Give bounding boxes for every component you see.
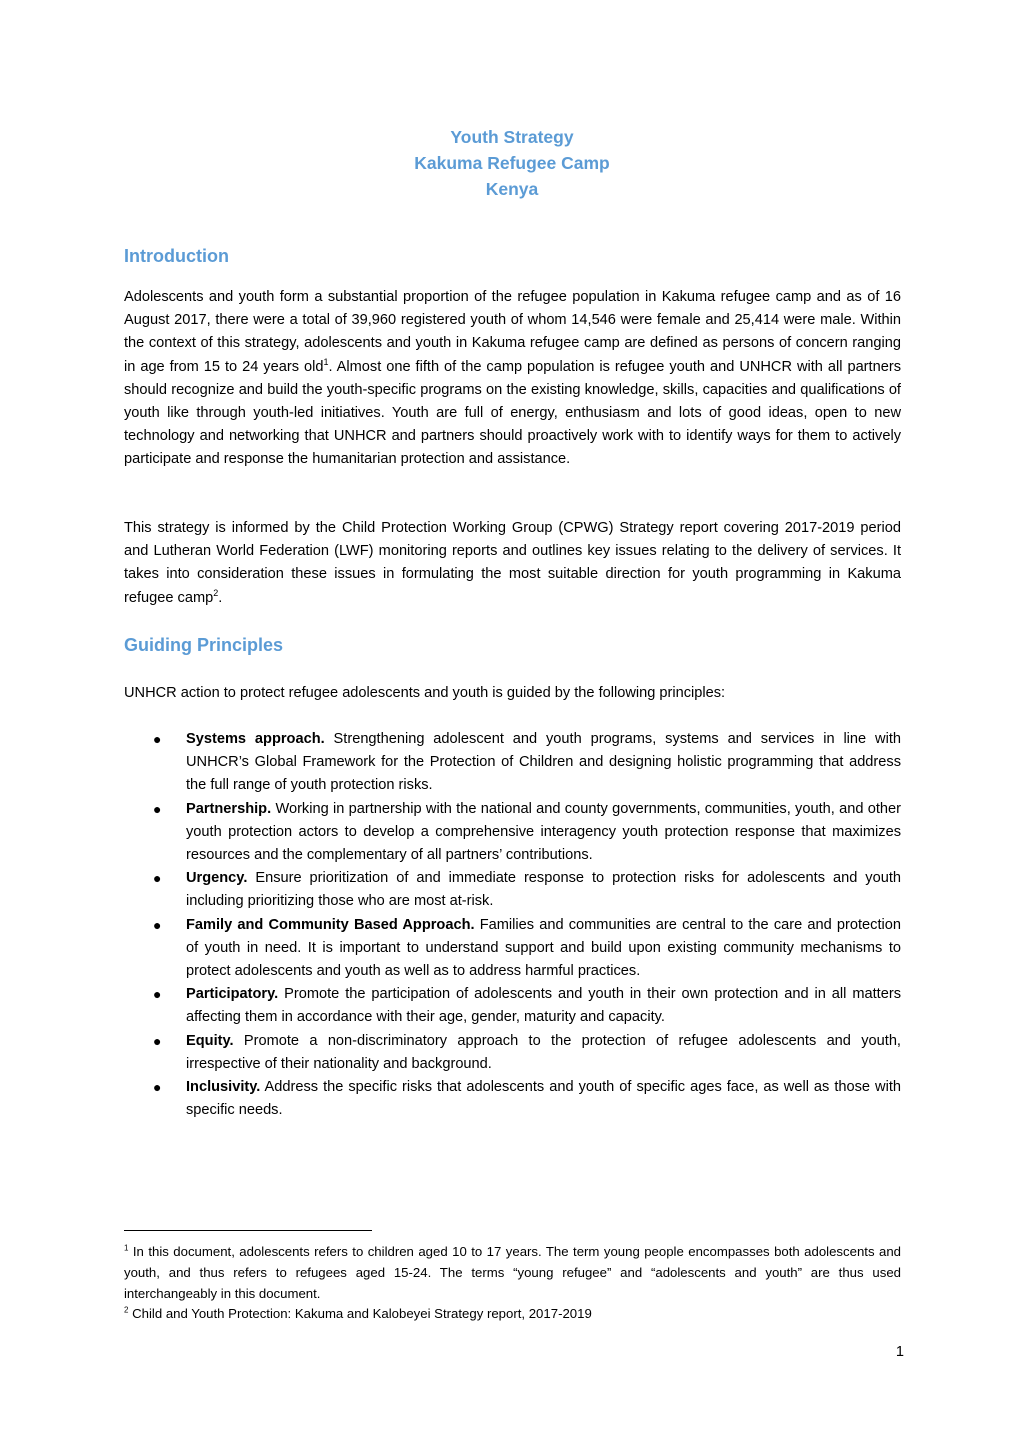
- title-line-1: Youth Strategy: [450, 127, 574, 147]
- introduction-paragraph-2: [124, 517, 901, 610]
- principle-text: Ensure prioritization of and immediate response to protection risks for adolescents and youth including prioritizing those who are most at-risk.: [186, 870, 901, 910]
- footnotes: [124, 1242, 901, 1325]
- principle-item-systems-approach: [124, 728, 901, 798]
- principle-item-participatory: [124, 983, 901, 1029]
- principle-item-urgency: [124, 867, 901, 913]
- title-line-2: Kakuma Refugee Camp: [414, 153, 610, 173]
- footnote-1-text: In this document, adolescents refers to children aged 10 to 17 years. The term young people encompasses both adolescents and youth, and thus refers to refugees aged 15-24. The terms “young refugee” and “adolescents and youth” are thus used interchangeably in this document.: [124, 1244, 901, 1301]
- bullet-icon: ●: [153, 916, 162, 933]
- principle-text: Promote a non-discriminatory approach to the protection of refugee adolescents and youth, irrespective of their nationality and background.: [186, 1032, 901, 1072]
- guiding-principles-heading: Guiding Principles: [124, 635, 284, 655]
- guiding-principles-intro: UNHCR action to protect refugee adolescents and youth is guided by the following principles:: [124, 685, 726, 701]
- principle-term: Participatory.: [186, 986, 279, 1003]
- footnote-mark-1: 1: [124, 1243, 129, 1253]
- principle-text: Address the specific risks that adolescents and youth of specific ages face, as well as those with specific needs.: [186, 1079, 901, 1119]
- principle-text: Families and communities are central to the care and protection of youth in need. It is important to understand support and build upon existing community mechanisms to protect adolescents and youth as well as to address harmful practices.: [186, 916, 901, 980]
- footnote-divider: [124, 1230, 372, 1231]
- principle-item-family-community: [124, 914, 901, 984]
- footnote-ref-2: 2: [213, 587, 219, 598]
- principle-text: Working in partnership with the national and county governments, communities, youth, and other youth protection actors to develop a comprehensive interagency youth protection response that maximizes resources and the complementary of all partners’ contributions.: [186, 800, 901, 864]
- title-block: [0, 124, 1024, 202]
- introduction-paragraph-2-text-a: This strategy is informed by the Child Protection Working Group (CPWG) Strategy report covering 2017-2019 period and Lutheran World Federation (LWF) monitoring reports and outlines key issues relating to the delivery of services. It takes into consideration these issues in formulating the most suitable direction for youth programming in Kakuma refugee camp: [124, 520, 901, 606]
- principle-term: Family and Community Based Approach.: [186, 916, 475, 933]
- bullet-icon: ●: [153, 870, 162, 887]
- bullet-icon: ●: [153, 986, 162, 1003]
- footnote-mark-2: 2: [124, 1306, 129, 1315]
- bullet-icon: ●: [153, 1032, 162, 1049]
- page-number: 1: [895, 1344, 904, 1360]
- introduction-paragraph-1-text-b: . Almost one fifth of the camp population is refugee youth and UNHCR with all partners should recognize and build the youth-specific programs on the existing knowledge, skills, capacities and qualifications of youth like through youth-led initiatives. Youth are full of energy, enthusiasm and lots of good ideas, open to new technology and networking that UNHCR and partners should proactively work with to identify ways for them to actively participate and response the humanitarian protection and assistance.: [124, 358, 901, 468]
- principle-term: Equity.: [186, 1032, 234, 1049]
- principle-term: Systems approach.: [186, 731, 325, 747]
- introduction-heading: Introduction: [124, 246, 229, 266]
- principle-term: Inclusivity.: [186, 1079, 261, 1096]
- principle-item-equity: [124, 1030, 901, 1076]
- principle-text: Strengthening adolescent and youth programs, systems and services in line with UNHCR’s Global Framework for the Protection of Children and designing holistic programming that address the full range of youth protection risks.: [186, 731, 901, 794]
- footnote-1: [124, 1242, 901, 1304]
- introduction-paragraph-2-text-b: .: [218, 589, 223, 606]
- title-line-3: Kenya: [485, 179, 539, 199]
- footnote-ref-1: 1: [323, 356, 329, 367]
- principle-item-inclusivity: [124, 1076, 901, 1122]
- principles-list: [124, 728, 901, 1122]
- principle-text: Promote the participation of adolescents and youth in their own protection and in all matters affecting them in accordance with their age, gender, maturity and capacity.: [186, 986, 901, 1026]
- principle-term: Partnership.: [186, 800, 272, 817]
- bullet-icon: ●: [153, 1079, 162, 1096]
- footnote-2-text: Child and Youth Protection: Kakuma and Kalobeyei Strategy report, 2017-2019: [128, 1306, 592, 1322]
- bullet-icon: ●: [153, 731, 162, 747]
- introduction-paragraph-1-text-a: Adolescents and youth form a substantial proportion of the refugee population in Kakuma refugee camp and as of 16 August 2017, there were a total of 39,960 registered youth of whom 14,546 were female and 25,414 were male. Within the context of this strategy, adolescents and youth in Kakuma refugee camp are defined as persons of concern ranging in age from 15 to 24 years old: [124, 289, 901, 375]
- introduction-paragraph-1: [124, 286, 901, 472]
- principle-item-partnership: [124, 798, 901, 868]
- principle-term: Urgency.: [186, 870, 248, 887]
- footnote-2: [124, 1304, 901, 1325]
- bullet-icon: ●: [153, 800, 162, 817]
